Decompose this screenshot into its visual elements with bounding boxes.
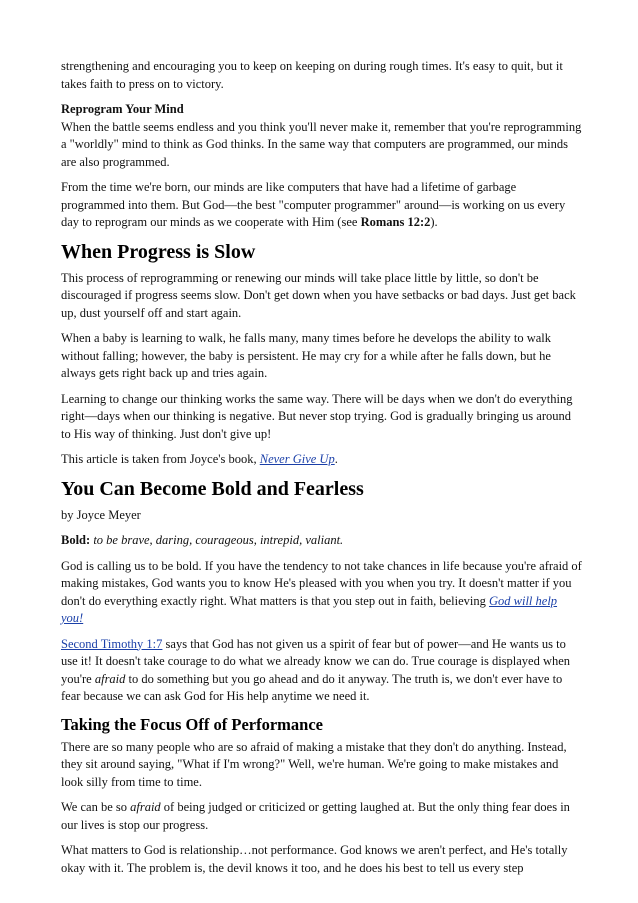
byline: by Joyce Meyer bbox=[61, 507, 141, 522]
god-will-help-link[interactable]: God will help you! bbox=[61, 593, 558, 625]
reprogram-text: When the battle seems endless and you think you'll never make it, remember that you're reprogramming a "worldly" mind to think as God thinks. In the same way that computers are programmed, our minds are also programmed. bbox=[61, 119, 582, 169]
focus-paragraph-2 bbox=[61, 799, 582, 834]
progress-slow-heading: When Progress is Slow bbox=[61, 240, 256, 263]
definition-term: Bold: bbox=[61, 533, 91, 547]
reprogram-heading: Reprogram Your Mind bbox=[61, 102, 184, 116]
slow-paragraph-2: When a baby is learning to walk, he falls many, many times before he develops the ability to walk without falling; however, the baby is persistent. He may cry for a while after he falls down, but he always gets right back up and tries again. bbox=[61, 331, 552, 380]
focus-paragraph-2-b: of being judged or criticized or getting laughed at. But the only thing fear does in our lives is stop our progress. bbox=[61, 800, 570, 832]
slow-paragraph-3: Learning to change our thinking works the same way. There will be days when we don't do everything right—days when our thinking is negative. But never stop trying. God is gradually bringing us around to His way of thinking. Just don't give up! bbox=[61, 391, 573, 441]
source-end: . bbox=[334, 452, 338, 466]
never-give-up-link[interactable]: Never Give Up bbox=[259, 452, 335, 466]
focus-performance-heading: Taking the Focus Off of Performance bbox=[61, 714, 323, 734]
computers-text: From the time we're born, our minds are like computers that have had a lifetime of garbage programmed into them. But God—the best "computer programmer" around—is working on us every day to reprogram our minds as we cooperate with Him (see bbox=[61, 180, 566, 229]
romans-reference: Romans 12:2 bbox=[360, 215, 431, 229]
bold-paragraph-2 bbox=[61, 636, 582, 706]
focus-paragraph-2-a: We can be so bbox=[61, 800, 131, 814]
bold-paragraph-1 bbox=[61, 558, 582, 628]
focus-paragraph-2-em: afraid bbox=[130, 800, 161, 814]
bold-fearless-heading: You Can Become Bold and Fearless bbox=[61, 477, 364, 500]
intro-paragraph: strengthening and encouraging you to keep on keeping on during rough times. It's easy to quit, but it takes faith to press on to victory. bbox=[61, 59, 563, 91]
bold-definition bbox=[61, 532, 582, 550]
source-paragraph bbox=[61, 451, 582, 469]
reprogram-section bbox=[61, 101, 582, 171]
definition-text: to be brave, daring, courageous, intrepid, valiant. bbox=[90, 533, 344, 547]
focus-paragraph-3: What matters to God is relationship…not performance. God knows we aren't perfect, and He's totally okay with it. The problem is, the devil knows it too, and he does his best to tell us every step bbox=[61, 843, 568, 875]
focus-paragraph-1: There are so many people who are so afraid of making a mistake that they don't do anything. Instead, they sit around saying, "What if I'm wrong?" Well, we're human. We're going to make mistakes and look silly from time to time. bbox=[61, 739, 567, 789]
bold-paragraph-2-a: says that God has not given us a spirit of fear but of power—and He wants us to use it! It doesn't take courage to do what we already know we can do. True courage is displayed when you're bbox=[61, 636, 571, 686]
source-prefix: This article is taken from Joyce's book, bbox=[61, 452, 260, 466]
second-timothy-link[interactable]: Second Timothy 1:7 bbox=[61, 636, 163, 651]
bold-paragraph-2-em: afraid bbox=[94, 671, 126, 686]
bold-paragraph-1-text: God is calling us to be bold. If you have the tendency to not take chances in life because you're afraid of making mistakes, God wants you to know He's pleased with you when you try. It doesn't matter if you don't do everything exactly right. What matters is that you step out in faith, believing bbox=[61, 558, 582, 608]
bold-paragraph-2-b: to do something but you go ahead and do it anyway. The truth is, we don't ever have to fear because we can ask God for His help anytime we need it. bbox=[61, 671, 563, 703]
computers-paragraph bbox=[61, 179, 582, 232]
slow-paragraph-1: This process of reprogramming or renewing our minds will take place little by little, so don't be discouraged if progress seems slow. Don't get down when you have setbacks or bad days. Just get back up, dust yourself off and start again. bbox=[61, 270, 576, 320]
computers-end: ). bbox=[430, 215, 438, 229]
